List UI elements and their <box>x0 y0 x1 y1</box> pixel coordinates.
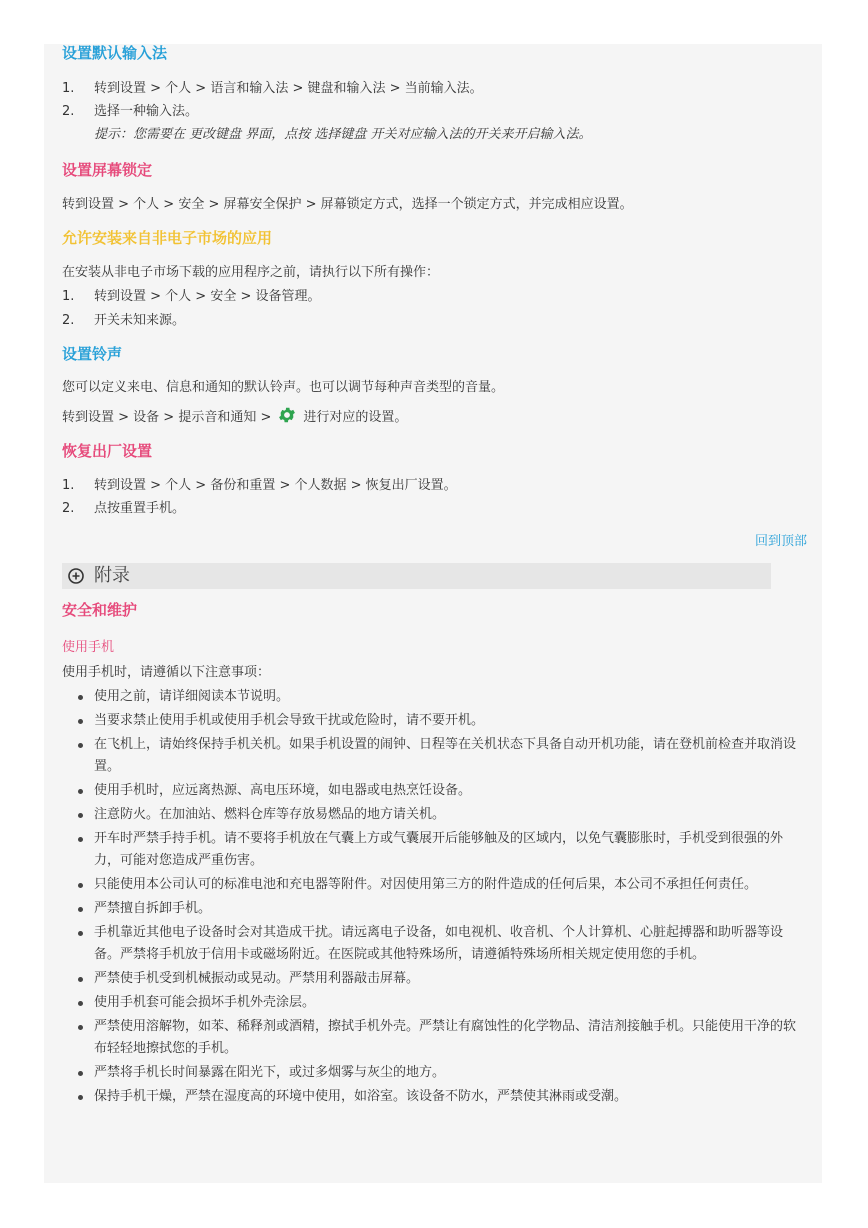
step-2 <box>62 499 185 519</box>
list-item-text: 手机靠近其他电子设备时会对其造成干扰。请远离电子设备，如电视机、收音机、个人计算机、心脏起搏器和助听器等设备。严禁将手机放于信用卡或磁场附近。在医院或其他特殊场所，请遵循特殊场所相关规定使用您的手机。 <box>94 925 784 962</box>
step-2 <box>62 311 185 331</box>
step-1 <box>62 79 483 99</box>
list-item <box>76 968 806 990</box>
list-item-text: 使用之前，请详细阅读本节说明。 <box>94 689 290 704</box>
list-item <box>76 780 806 802</box>
step-2 <box>62 102 198 122</box>
list-item <box>76 828 806 872</box>
step-text: 开关未知来源。 <box>94 313 186 328</box>
bullet-icon <box>78 977 83 982</box>
section-title-screen-lock: 设置屏幕锁定 <box>62 161 153 179</box>
gear-icon <box>277 405 297 425</box>
bullet-icon <box>78 1001 83 1006</box>
step-text: 选择一种输入法。 <box>94 104 199 119</box>
list-item-text: 当要求禁止使用手机或使用手机会导致干扰或危险时，请不要开机。 <box>94 713 485 728</box>
list-item <box>76 686 806 708</box>
step-text: 转到设置 > 个人 > 安全 > 设备管理。 <box>94 289 321 304</box>
list-item <box>76 734 806 778</box>
list-item-text: 使用手机时，应远离热源、高电压环境，如电器或电热烹饪设备。 <box>94 783 472 798</box>
bullet-icon <box>78 1095 83 1100</box>
screen-lock-text: 转到设置 > 个人 > 安全 > 屏幕安全保护 > 屏幕锁定方式，选择一个锁定方式，并完成相应设置。 <box>62 197 633 212</box>
unknown-sources-intro: 在安装从非电子市场下载的应用程序之前，请执行以下所有操作： <box>62 265 440 280</box>
list-item-text: 注意防火。在加油站、燃料仓库等存放易燃品的地方请关机。 <box>94 807 446 822</box>
step-text: 转到设置 > 个人 > 语言和输入法 > 键盘和输入法 > 当前输入法。 <box>94 81 483 96</box>
step-number: 1. <box>62 478 75 493</box>
section-title-input-method: 设置默认输入法 <box>62 44 168 62</box>
list-item-text: 只能使用本公司认可的标准电池和充电器等附件。对因使用第三方的附件造成的任何后果，本公司不承担任何责任。 <box>94 877 758 892</box>
step-text: 转到设置 > 个人 > 备份和重置 > 个人数据 > 恢复出厂设置。 <box>94 478 457 493</box>
bullet-icon <box>78 883 83 888</box>
step-number: 2. <box>62 501 75 516</box>
section-title-factory-reset: 恢复出厂设置 <box>62 442 153 460</box>
step-number: 1. <box>62 81 75 96</box>
list-item <box>76 710 806 732</box>
list-item-text: 在飞机上，请始终保持手机关机。如果手机设置的闹钟、日程等在关机状态下具备自动开机功能，请在登机前检查并取消设置。 <box>94 737 797 774</box>
back-to-top-link[interactable]: 回到顶部 <box>754 534 807 549</box>
list-item-text: 严禁使用溶解物，如苯、稀释剂或酒精，擦拭手机外壳。严禁让有腐蚀性的化学物品、清洁剂接触手机。只能使用干净的软布轻轻地擦拭您的手机。 <box>94 1019 797 1056</box>
list-item-text: 使用手机套可能会损坏手机外壳涂层。 <box>94 995 316 1010</box>
appendix-bar[interactable] <box>62 563 771 589</box>
bullet-icon <box>78 789 83 794</box>
ringtone-text: 您可以定义来电、信息和通知的默认铃声。也可以调节每种声音类型的音量。 <box>62 380 505 395</box>
list-item-text: 严禁使手机受到机械振动或晃动。严禁用利器敲击屏幕。 <box>94 971 420 986</box>
section-title-unknown-sources: 允许安装来自非电子市场的应用 <box>62 229 273 247</box>
list-item <box>76 898 806 920</box>
ringtone-path <box>62 405 407 428</box>
bullet-icon <box>78 931 83 936</box>
bullet-icon <box>78 1025 83 1030</box>
list-item <box>76 804 806 826</box>
list-item <box>76 874 806 896</box>
step-1 <box>62 476 457 496</box>
list-item <box>76 922 806 966</box>
ringtone-path-text: 转到设置 > 设备 > 提示音和通知 > <box>62 410 272 425</box>
bullet-icon <box>78 813 83 818</box>
bullet-icon <box>78 1071 83 1076</box>
bullet-icon <box>78 719 83 724</box>
section-title-ringtone: 设置铃声 <box>62 345 123 363</box>
list-item-text: 严禁将手机长时间暴露在阳光下，或过多烟雾与灰尘的地方。 <box>94 1065 446 1080</box>
step-number: 1. <box>62 289 75 304</box>
list-item-text: 严禁擅自拆卸手机。 <box>94 901 212 916</box>
list-item <box>76 1016 806 1060</box>
bullet-icon <box>78 907 83 912</box>
ringtone-path-suffix: 进行对应的设置。 <box>303 410 408 425</box>
bullet-icon <box>78 695 83 700</box>
list-item-text: 开车时严禁手持手机。请不要将手机放在气囊上方或气囊展开后能够触及的区域内，以免气囊膨胀时，手机受到很强的外力，可能对您造成严重伤害。 <box>94 831 784 868</box>
appendix-title: 附录 <box>94 565 130 586</box>
step-text: 点按重置手机。 <box>94 501 186 516</box>
safety-list <box>76 686 806 1110</box>
bullet-icon <box>78 743 83 748</box>
step-number: 2. <box>62 313 75 328</box>
list-item <box>76 992 806 1014</box>
list-item <box>76 1086 806 1108</box>
bullet-icon <box>78 837 83 842</box>
section-title-safety: 安全和维护 <box>62 601 138 619</box>
list-item-text: 保持手机干燥，严禁在湿度高的环境中使用，如浴室。该设备不防水，严禁使其淋雨或受潮。 <box>94 1089 628 1104</box>
plus-circle-icon <box>68 568 84 584</box>
list-item <box>76 1062 806 1084</box>
safety-intro: 使用手机时，请遵循以下注意事项： <box>62 665 271 680</box>
subsection-title-using-phone: 使用手机 <box>62 640 115 655</box>
step-1 <box>62 287 320 307</box>
step-number: 2. <box>62 104 75 119</box>
tip-note: 提示：您需要在 更改键盘 界面，点按 选择键盘 开关对应输入法的开关来开启输入法。 <box>94 127 592 142</box>
